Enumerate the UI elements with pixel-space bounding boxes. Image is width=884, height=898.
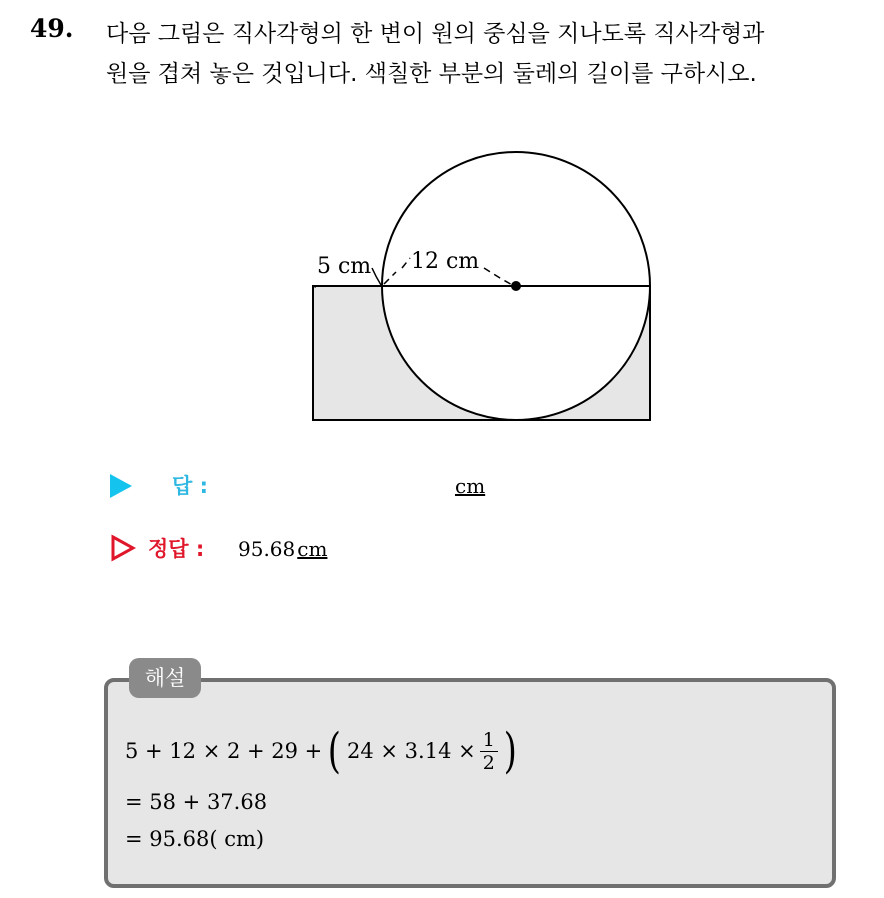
question-line-2: 원을 겹쳐 놓은 것입니다. 색칠한 부분의 둘레의 길이를 구하시오. xyxy=(106,61,757,87)
radius-length-label: 12 cm xyxy=(411,249,480,274)
center-point xyxy=(511,281,521,291)
correct-value-number: 95.68 xyxy=(238,537,296,561)
side-length-label: 5 cm xyxy=(317,254,372,279)
correct-answer-value xyxy=(238,537,327,561)
filled-triangle-icon xyxy=(110,474,132,498)
solution-line-1-prefix: 5 + 12 × 2 + 29 + xyxy=(125,739,323,763)
solution-box xyxy=(104,678,836,888)
question-number: 49. xyxy=(30,14,74,43)
outline-triangle-icon xyxy=(110,534,136,562)
solution-line-1 xyxy=(125,723,523,779)
solution-tab: 해설 xyxy=(129,658,201,698)
shaded-region xyxy=(313,286,650,420)
fraction-denominator: 2 xyxy=(482,751,495,774)
paren-close: ) xyxy=(503,723,517,779)
solution-line-3: = 95.68( cm) xyxy=(125,827,265,851)
solution-line-2: = 58 + 37.68 xyxy=(125,790,268,814)
correct-answer-row xyxy=(110,532,530,566)
solution-line-1-inner: 24 × 3.14 × xyxy=(347,739,476,763)
fraction-numerator: 1 xyxy=(480,729,498,752)
answer-row xyxy=(110,470,530,502)
answer-unit: cm xyxy=(455,474,486,498)
correct-answer-label: 정답 : xyxy=(148,537,205,561)
answer-label: 답 : xyxy=(172,474,208,498)
correct-value-unit: cm xyxy=(297,537,328,561)
fraction xyxy=(480,729,498,774)
paren-open: ( xyxy=(328,723,342,779)
question-line-1: 다음 그림은 직사각형의 한 변이 원의 중심을 지나도록 직사각형과 xyxy=(106,21,765,47)
